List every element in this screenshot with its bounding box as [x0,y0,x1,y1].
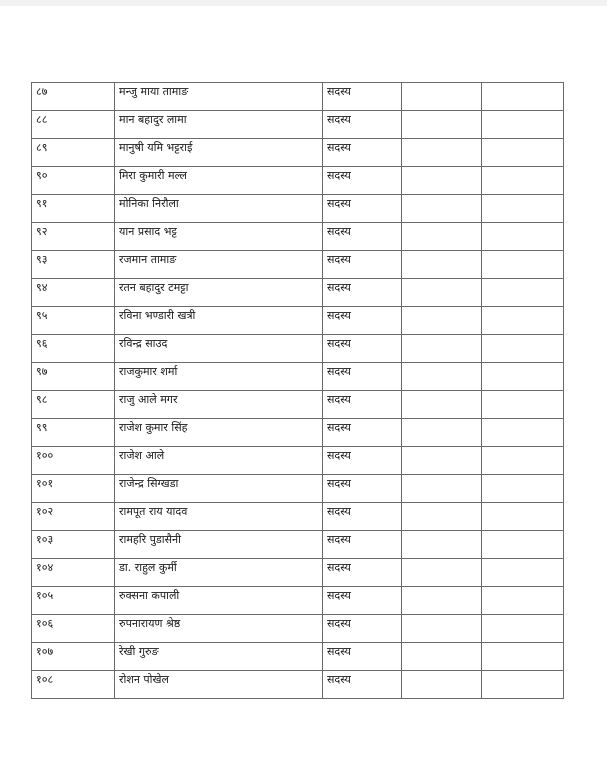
blank-cell [402,615,482,643]
blank-cell [402,195,482,223]
serial-number-cell: ९० [32,167,115,195]
table-row [32,531,564,559]
table-row [32,279,564,307]
member-role-cell: सदस्य [323,671,402,699]
serial-number-cell: ९३ [32,251,115,279]
table-row [32,643,564,671]
serial-number-cell: १०२ [32,503,115,531]
table-row [32,111,564,139]
member-role-cell: सदस्य [323,503,402,531]
serial-number-cell: १०५ [32,587,115,615]
blank-cell [482,643,564,671]
table-row [32,671,564,699]
member-table-body [32,83,564,699]
blank-cell [482,671,564,699]
member-role-cell: सदस्य [323,391,402,419]
member-name-cell: रेखी गुरुङ [115,643,323,671]
member-name-cell: रुपनारायण श्रेष्ठ [115,615,323,643]
serial-number-cell: ९९ [32,419,115,447]
table-row [32,363,564,391]
blank-cell [482,279,564,307]
member-role-cell: सदस्य [323,643,402,671]
serial-number-cell: १०४ [32,559,115,587]
blank-cell [402,391,482,419]
blank-cell [482,531,564,559]
member-name-cell: मानुषी यमि भट्टराई [115,139,323,167]
serial-number-cell: ९२ [32,223,115,251]
member-name-cell: रामपूत राय यादव [115,503,323,531]
blank-cell [482,559,564,587]
table-row [32,83,564,111]
blank-cell [482,83,564,111]
blank-cell [402,167,482,195]
member-name-cell: डा. राहुल कुर्मी [115,559,323,587]
blank-cell [402,475,482,503]
blank-cell [482,503,564,531]
blank-cell [482,363,564,391]
table-row [32,335,564,363]
blank-cell [402,251,482,279]
member-name-cell: रोशन पोखेल [115,671,323,699]
document-page [0,6,607,768]
member-name-cell: रतन बहादुर टमट्टा [115,279,323,307]
member-name-cell: रविन्द्र साउद [115,335,323,363]
blank-cell [402,363,482,391]
table-row [32,167,564,195]
table-row [32,223,564,251]
member-role-cell: सदस्य [323,195,402,223]
serial-number-cell: ८९ [32,139,115,167]
blank-cell [402,83,482,111]
blank-cell [482,139,564,167]
blank-cell [402,223,482,251]
blank-cell [482,419,564,447]
blank-cell [402,503,482,531]
serial-number-cell: ८७ [32,83,115,111]
member-role-cell: सदस्य [323,531,402,559]
blank-cell [482,475,564,503]
table-row [32,195,564,223]
serial-number-cell: ९६ [32,335,115,363]
member-table [31,82,564,699]
member-role-cell: सदस्य [323,167,402,195]
blank-cell [402,559,482,587]
blank-cell [482,167,564,195]
table-row [32,503,564,531]
member-role-cell: सदस्य [323,307,402,335]
member-name-cell: राजेन्द्र सिग्खडा [115,475,323,503]
blank-cell [482,111,564,139]
blank-cell [482,195,564,223]
table-row [32,615,564,643]
blank-cell [482,391,564,419]
serial-number-cell: ८८ [32,111,115,139]
member-role-cell: सदस्य [323,363,402,391]
serial-number-cell: १०८ [32,671,115,699]
table-row [32,251,564,279]
blank-cell [402,587,482,615]
member-role-cell: सदस्य [323,419,402,447]
member-name-cell: राजेश आले [115,447,323,475]
blank-cell [402,643,482,671]
blank-cell [482,223,564,251]
blank-cell [402,139,482,167]
serial-number-cell: ९७ [32,363,115,391]
member-role-cell: सदस्य [323,615,402,643]
table-row [32,419,564,447]
serial-number-cell: ९५ [32,307,115,335]
member-role-cell: सदस्य [323,559,402,587]
member-name-cell: रविना भण्डारी खत्री [115,307,323,335]
blank-cell [402,419,482,447]
member-name-cell: राजु आले मगर [115,391,323,419]
blank-cell [402,671,482,699]
member-role-cell: सदस्य [323,223,402,251]
member-name-cell: राजकुमार शर्मा [115,363,323,391]
member-name-cell: रुक्सना कपाली [115,587,323,615]
serial-number-cell: १०३ [32,531,115,559]
serial-number-cell: ९४ [32,279,115,307]
member-role-cell: सदस्य [323,447,402,475]
member-name-cell: राजेश कुमार सिंह [115,419,323,447]
member-name-cell: रामहरि पुडासैनी [115,531,323,559]
blank-cell [482,447,564,475]
blank-cell [402,111,482,139]
blank-cell [482,587,564,615]
serial-number-cell: १०६ [32,615,115,643]
serial-number-cell: ९८ [32,391,115,419]
serial-number-cell: १०० [32,447,115,475]
member-name-cell: यान प्रसाद भट्ट [115,223,323,251]
member-name-cell: मन्जु माया तामाङ [115,83,323,111]
member-role-cell: सदस्य [323,83,402,111]
member-name-cell: मोनिका निरौला [115,195,323,223]
serial-number-cell: १०७ [32,643,115,671]
blank-cell [482,307,564,335]
table-row [32,559,564,587]
blank-cell [402,447,482,475]
table-row [32,475,564,503]
blank-cell [482,615,564,643]
member-role-cell: सदस्य [323,139,402,167]
table-row [32,587,564,615]
member-role-cell: सदस्य [323,279,402,307]
table-row [32,139,564,167]
member-name-cell: मिरा कुमारी मल्ल [115,167,323,195]
serial-number-cell: १०१ [32,475,115,503]
member-name-cell: रजमान तामाङ [115,251,323,279]
table-row [32,447,564,475]
blank-cell [482,335,564,363]
serial-number-cell: ९१ [32,195,115,223]
member-role-cell: सदस्य [323,475,402,503]
member-role-cell: सदस्य [323,587,402,615]
blank-cell [402,279,482,307]
member-role-cell: सदस्य [323,111,402,139]
blank-cell [402,531,482,559]
member-role-cell: सदस्य [323,335,402,363]
table-row [32,391,564,419]
blank-cell [402,335,482,363]
member-name-cell: मान बहादुर लामा [115,111,323,139]
member-role-cell: सदस्य [323,251,402,279]
table-row [32,307,564,335]
blank-cell [482,251,564,279]
blank-cell [402,307,482,335]
